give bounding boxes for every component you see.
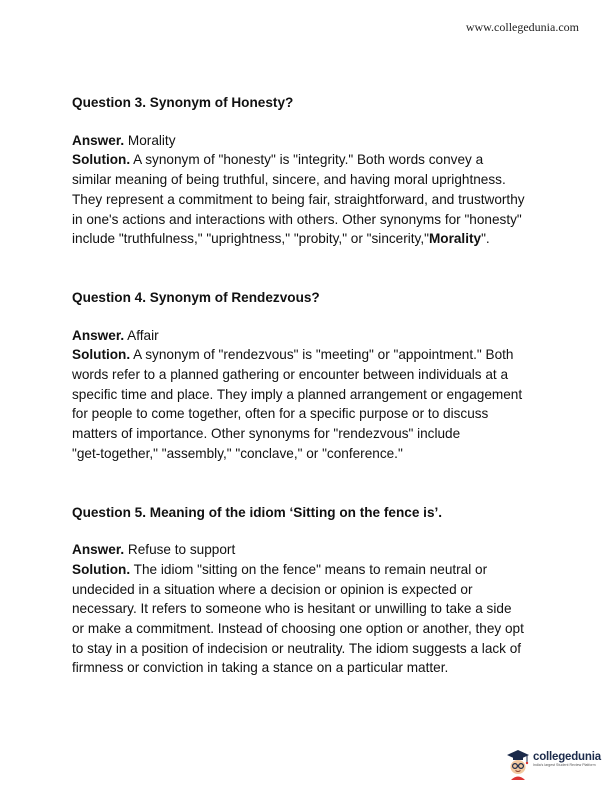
solution-line: "get-together," "assembly," "conclave," or "conference." (72, 445, 403, 461)
solution-line: specific time and place. They imply a planned arrangement or engagement (72, 386, 523, 402)
solution-line: similar meaning of being truthful, sincere, and having moral uprightness. (72, 172, 506, 188)
document-body (72, 93, 552, 717)
solution-text: ". (481, 231, 490, 247)
question-block (72, 503, 552, 679)
question-block (72, 93, 552, 249)
answer-label: Answer. (72, 132, 125, 148)
solution-line: words refer to a planned gathering or encounter between individuals at a (72, 367, 509, 383)
graduate-mascot-icon (506, 749, 530, 781)
answer-line (72, 540, 552, 560)
question-title: Question 5. Meaning of the idiom ‘Sitting on the fence is’. (72, 504, 443, 520)
solution-line (72, 150, 552, 170)
answer-label: Answer. (72, 327, 125, 343)
solution-line: for people to come together, often for a specific purpose or to discuss (72, 406, 489, 422)
answer-line (72, 326, 552, 346)
solution-text: A synonym of "rendezvous" is "meeting" or "appointment." Both (130, 347, 514, 363)
solution-line: matters of importance. Other synonyms for "rendezvous" include (72, 426, 461, 442)
solution-line: to stay in a position of indecision or neutrality. The idiom suggests a lack of (72, 640, 522, 656)
question-title: Question 3. Synonym of Honesty? (72, 95, 294, 110)
answer-text: Morality (124, 132, 176, 148)
bold-answer-word: Morality (428, 231, 482, 247)
solution-line (72, 229, 552, 249)
solution-text: A synonym of "honesty" is "integrity." Both words convey a (130, 152, 484, 168)
solution-line (72, 560, 552, 580)
solution-line: They represent a commitment to being fair, straightforward, and trustworthy (72, 191, 525, 207)
solution-label: Solution. (72, 152, 131, 168)
solution-line: necessary. It refers to someone who is hesitant or unwilling to take a side (72, 601, 512, 617)
logo-text (533, 751, 601, 767)
solution-line: firmness or conviction in taking a stance on a particular matter. (72, 660, 449, 676)
solution-line: in one's actions and interactions with others. Other synonyms for "honesty" (72, 211, 522, 227)
solution-line: or make a commitment. Instead of choosing one option or another, they opt (72, 621, 524, 637)
answer-line (72, 131, 552, 151)
answer-label: Answer. (72, 542, 125, 558)
solution-text: include "truthfulness," "uprightness," "probity," or "sincerity," (72, 231, 429, 247)
question-block (72, 288, 552, 464)
solution-line (72, 345, 552, 365)
answer-text: Refuse to support (124, 542, 236, 558)
logo-name: collegedunia (533, 751, 601, 763)
solution-label: Solution. (72, 347, 131, 363)
solution-text: The idiom "sitting on the fence" means to remain neutral or (130, 561, 488, 577)
question-title: Question 4. Synonym of Rendezvous? (72, 289, 320, 305)
solution-line: undecided in a situation where a decision or opinion is expected or (72, 581, 473, 597)
collegedunia-logo (506, 749, 612, 787)
solution-label: Solution. (72, 561, 131, 577)
site-url: www.collegedunia.com (465, 20, 579, 34)
logo-tagline: India's largest Student Review Platform (533, 763, 596, 767)
answer-text: Affair (124, 327, 159, 343)
